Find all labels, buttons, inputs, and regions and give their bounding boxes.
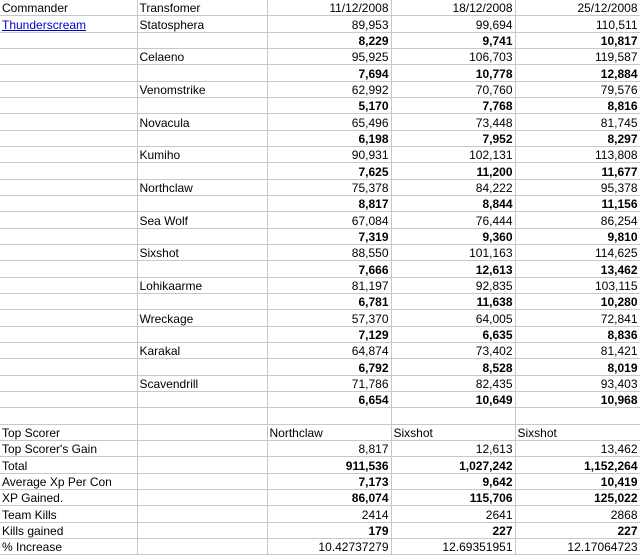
gain-row — [0, 326, 640, 342]
xp-gain-cell: 8,817 — [267, 195, 391, 211]
xp-gain-cell: 12,884 — [515, 65, 640, 81]
xp-gain-cell: 6,792 — [267, 359, 391, 375]
header-transformer: Transfomer — [137, 0, 267, 16]
empty-cell — [0, 97, 137, 113]
xp-gain-cell: 7,319 — [267, 228, 391, 244]
empty-cell — [0, 65, 137, 81]
summary-row-top-gain — [0, 440, 640, 456]
header-commander: Commander — [0, 0, 137, 16]
xp-gain-cell: 5,170 — [267, 97, 391, 113]
xp-gain-cell: 7,768 — [391, 97, 515, 113]
xp-value-cell: 67,084 — [267, 212, 391, 228]
xp-value-cell: 75,378 — [267, 179, 391, 195]
transformer-name: Scavendrill — [137, 375, 267, 391]
xp-value-cell: 119,587 — [515, 48, 640, 64]
transformer-name: Sea Wolf — [137, 212, 267, 228]
xp-gain-cell: 9,360 — [391, 228, 515, 244]
empty-cell — [137, 163, 267, 179]
xp-gain-cell: 13,462 — [515, 261, 640, 277]
xp-gain-cell: 7,666 — [267, 261, 391, 277]
gain-row — [0, 228, 640, 244]
gain-row — [0, 359, 640, 375]
transformer-name: Novacula — [137, 114, 267, 130]
transformer-name: Northclaw — [137, 179, 267, 195]
xp-gain-cell: 10,968 — [515, 391, 640, 407]
summary-value-cell: 12.69351951 — [391, 538, 515, 554]
xp-value-cell: 70,760 — [391, 81, 515, 97]
xp-gain-cell: 10,817 — [515, 32, 640, 48]
summary-value-cell: 125,022 — [515, 489, 640, 505]
commander-cell — [0, 146, 137, 162]
transformer-name: Lohikaarme — [137, 277, 267, 293]
empty-cell — [0, 163, 137, 179]
summary-value-cell: 7,173 — [267, 473, 391, 489]
gain-row — [0, 195, 640, 211]
empty-cell — [0, 228, 137, 244]
xp-value-cell: 95,925 — [267, 48, 391, 64]
xp-gain-cell: 6,654 — [267, 391, 391, 407]
xp-gain-cell: 8,836 — [515, 326, 640, 342]
summary-value-cell: 911,536 — [267, 457, 391, 473]
summary-value-cell: 12,613 — [391, 440, 515, 456]
xp-gain-cell: 11,638 — [391, 293, 515, 309]
xp-gain-cell: 9,741 — [391, 32, 515, 48]
summary-value-cell: 1,152,264 — [515, 457, 640, 473]
xp-value-cell: 102,131 — [391, 146, 515, 162]
empty-cell — [0, 293, 137, 309]
summary-row-kills-gained — [0, 522, 640, 538]
transformer-row — [0, 179, 640, 195]
transformer-row — [0, 16, 640, 32]
xp-value-cell: 101,163 — [391, 244, 515, 260]
commander-cell — [0, 375, 137, 391]
empty-cell — [137, 293, 267, 309]
commander-cell — [0, 342, 137, 358]
empty-cell — [0, 32, 137, 48]
xp-gain-cell: 6,781 — [267, 293, 391, 309]
summary-value-cell: Northclaw — [267, 424, 391, 440]
commander-cell — [0, 48, 137, 64]
xp-gain-cell: 8,844 — [391, 195, 515, 211]
xp-value-cell: 65,496 — [267, 114, 391, 130]
xp-value-cell: 64,005 — [391, 310, 515, 326]
transformer-row — [0, 212, 640, 228]
empty-cell — [137, 130, 267, 146]
empty-cell — [137, 391, 267, 407]
xp-value-cell: 90,931 — [267, 146, 391, 162]
commander-cell — [0, 179, 137, 195]
xp-gain-cell: 8,528 — [391, 359, 515, 375]
transformer-name: Kumiho — [137, 146, 267, 162]
xp-value-cell: 81,197 — [267, 277, 391, 293]
empty-cell — [0, 130, 137, 146]
xp-gain-cell: 12,613 — [391, 261, 515, 277]
xp-value-cell: 82,435 — [391, 375, 515, 391]
empty-cell — [137, 359, 267, 375]
xp-value-cell: 84,222 — [391, 179, 515, 195]
empty-cell — [137, 32, 267, 48]
empty-cell — [137, 457, 267, 473]
transformer-row — [0, 310, 640, 326]
xp-gain-cell: 11,200 — [391, 163, 515, 179]
header-date: 18/12/2008 — [391, 0, 515, 16]
xp-gain-cell: 7,694 — [267, 65, 391, 81]
empty-cell — [0, 408, 137, 424]
commander-cell — [0, 277, 137, 293]
summary-row-team-kills — [0, 506, 640, 522]
summary-value-cell: Sixshot — [391, 424, 515, 440]
empty-cell — [137, 473, 267, 489]
summary-label: % Increase — [0, 538, 137, 554]
empty-cell — [137, 408, 267, 424]
summary-value-cell: 13,462 — [515, 440, 640, 456]
transformer-name: Wreckage — [137, 310, 267, 326]
commander-link[interactable]: Thunderscream — [0, 16, 137, 32]
transformer-row — [0, 277, 640, 293]
empty-cell — [137, 424, 267, 440]
commander-cell — [0, 212, 137, 228]
xp-value-cell: 106,703 — [391, 48, 515, 64]
summary-row-top-scorer — [0, 424, 640, 440]
xp-value-cell: 113,808 — [515, 146, 640, 162]
transformer-name: Karakal — [137, 342, 267, 358]
transformer-name: Sixshot — [137, 244, 267, 260]
xp-gain-cell: 10,280 — [515, 293, 640, 309]
gain-row — [0, 65, 640, 81]
xp-value-cell: 73,448 — [391, 114, 515, 130]
summary-value-cell: 2641 — [391, 506, 515, 522]
xp-gain-cell: 10,649 — [391, 391, 515, 407]
summary-value-cell: 1,027,242 — [391, 457, 515, 473]
header-row — [0, 0, 640, 16]
transformer-row — [0, 375, 640, 391]
empty-cell — [137, 489, 267, 505]
summary-value-cell: 2868 — [515, 506, 640, 522]
summary-value-cell: 12.17064723 — [515, 538, 640, 554]
summary-label: Total — [0, 457, 137, 473]
blank-row — [0, 408, 640, 424]
gain-row — [0, 130, 640, 146]
xp-gain-cell: 8,019 — [515, 359, 640, 375]
empty-cell — [0, 195, 137, 211]
commander-cell — [0, 114, 137, 130]
empty-cell — [137, 195, 267, 211]
xp-value-cell: 110,511 — [515, 16, 640, 32]
summary-row-pct-increase — [0, 538, 640, 554]
empty-cell — [515, 408, 640, 424]
empty-cell — [137, 506, 267, 522]
xp-value-cell: 81,421 — [515, 342, 640, 358]
summary-value-cell: 10,419 — [515, 473, 640, 489]
summary-value-cell: 115,706 — [391, 489, 515, 505]
transformer-name: Celaeno — [137, 48, 267, 64]
empty-cell — [137, 538, 267, 554]
xp-value-cell: 93,403 — [515, 375, 640, 391]
xp-value-cell: 89,953 — [267, 16, 391, 32]
transformer-name: Statosphera — [137, 16, 267, 32]
empty-cell — [137, 326, 267, 342]
xp-value-cell: 57,370 — [267, 310, 391, 326]
summary-value-cell: 227 — [391, 522, 515, 538]
transformer-row — [0, 48, 640, 64]
empty-cell — [0, 326, 137, 342]
empty-cell — [137, 97, 267, 113]
gain-row — [0, 97, 640, 113]
summary-value-cell: 227 — [515, 522, 640, 538]
transformer-row — [0, 342, 640, 358]
transformer-row — [0, 244, 640, 260]
xp-value-cell: 72,841 — [515, 310, 640, 326]
xp-value-cell: 92,835 — [391, 277, 515, 293]
xp-value-cell: 76,444 — [391, 212, 515, 228]
xp-value-cell: 71,786 — [267, 375, 391, 391]
summary-row-avg-xp — [0, 473, 640, 489]
gain-row — [0, 293, 640, 309]
commander-cell — [0, 244, 137, 260]
summary-label: XP Gained. — [0, 489, 137, 505]
summary-label: Team Kills — [0, 506, 137, 522]
summary-label: Kills gained — [0, 522, 137, 538]
summary-value-cell: 2414 — [267, 506, 391, 522]
empty-cell — [137, 440, 267, 456]
xp-value-cell: 64,874 — [267, 342, 391, 358]
empty-cell — [0, 391, 137, 407]
gain-row — [0, 261, 640, 277]
xp-gain-cell: 6,198 — [267, 130, 391, 146]
summary-value-cell: Sixshot — [515, 424, 640, 440]
empty-cell — [137, 65, 267, 81]
xp-gain-cell: 11,156 — [515, 195, 640, 211]
summary-value-cell: 9,642 — [391, 473, 515, 489]
transformer-name: Venomstrike — [137, 81, 267, 97]
xp-value-cell: 95,378 — [515, 179, 640, 195]
xp-gain-cell: 10,778 — [391, 65, 515, 81]
xp-value-cell: 99,694 — [391, 16, 515, 32]
empty-cell — [391, 408, 515, 424]
xp-value-cell: 73,402 — [391, 342, 515, 358]
summary-value-cell: 8,817 — [267, 440, 391, 456]
xp-gain-cell: 7,129 — [267, 326, 391, 342]
empty-cell — [137, 228, 267, 244]
summary-label: Average Xp Per Con — [0, 473, 137, 489]
xp-gain-cell: 9,810 — [515, 228, 640, 244]
xp-value-cell: 62,992 — [267, 81, 391, 97]
xp-gain-cell: 8,229 — [267, 32, 391, 48]
header-date: 25/12/2008 — [515, 0, 640, 16]
empty-cell — [0, 359, 137, 375]
commander-cell — [0, 310, 137, 326]
xp-value-cell: 81,745 — [515, 114, 640, 130]
gain-row — [0, 163, 640, 179]
xp-gain-cell: 7,952 — [391, 130, 515, 146]
empty-cell — [267, 408, 391, 424]
xp-value-cell: 88,550 — [267, 244, 391, 260]
summary-row-total — [0, 457, 640, 473]
summary-label: Top Scorer — [0, 424, 137, 440]
summary-value-cell: 179 — [267, 522, 391, 538]
xp-gain-cell: 11,677 — [515, 163, 640, 179]
summary-value-cell: 10.42737279 — [267, 538, 391, 554]
transformer-row — [0, 114, 640, 130]
transformer-row — [0, 146, 640, 162]
commander-cell — [0, 81, 137, 97]
xp-gain-cell: 6,635 — [391, 326, 515, 342]
summary-label: Top Scorer's Gain — [0, 440, 137, 456]
transformer-row — [0, 81, 640, 97]
summary-value-cell: 86,074 — [267, 489, 391, 505]
xp-value-cell: 103,115 — [515, 277, 640, 293]
header-date: 11/12/2008 — [267, 0, 391, 16]
gain-row — [0, 32, 640, 48]
xp-value-cell: 79,576 — [515, 81, 640, 97]
summary-row-xp-gained — [0, 489, 640, 505]
xp-value-cell: 86,254 — [515, 212, 640, 228]
empty-cell — [0, 261, 137, 277]
xp-value-cell: 114,625 — [515, 244, 640, 260]
empty-cell — [137, 522, 267, 538]
gain-row — [0, 391, 640, 407]
empty-cell — [137, 261, 267, 277]
xp-gain-cell: 7,625 — [267, 163, 391, 179]
xp-gain-cell: 8,297 — [515, 130, 640, 146]
xp-gain-cell: 8,816 — [515, 97, 640, 113]
